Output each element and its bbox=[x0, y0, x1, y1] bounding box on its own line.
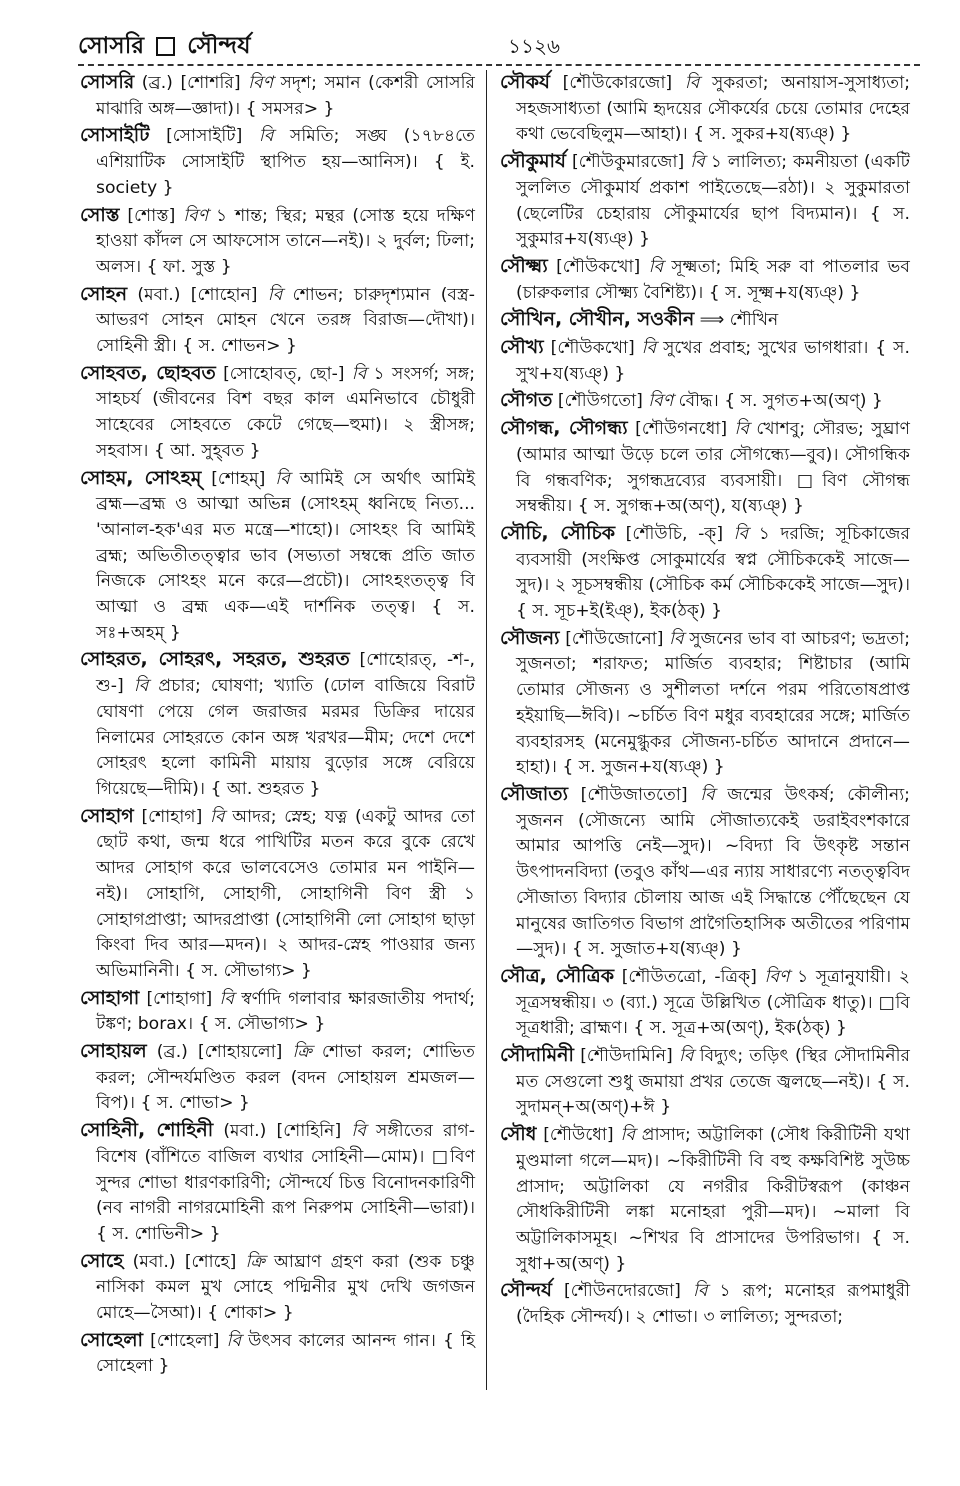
headword: সৌকুমার্য bbox=[500, 150, 566, 173]
part-of-speech: বি bbox=[678, 1046, 694, 1067]
pronunciation: [শৌউকুমারজো] bbox=[566, 152, 691, 173]
definition: ১ সংসর্গ; সঙ্গ; সাহচর্য (জীবনের বিশ বছর কাল এমনিভাবে চৌধুরী সাহেবের সোহবতে কেটে গেছে—হুমা)। ২ স্ত্রীসঙ্গ; সহবাস। { আ. সুহ্‌বত } bbox=[96, 363, 475, 461]
page-number: ১১২৬ bbox=[508, 34, 560, 58]
part-of-speech: বি bbox=[648, 256, 664, 277]
definition: সুখের প্রবাহ; সুখের ভাগধারা। { স. সুখ+য(ষ্যঞ্) } bbox=[516, 338, 910, 384]
dictionary-entry bbox=[80, 1118, 475, 1248]
definition: ১ শান্ত; স্থির; মন্থর (সোস্ত হয়ে দক্ষিণ হাওয়া কাঁদল সে আফসোস তানে—নই)। ২ দুর্বল; ঢিলা; অলস। { ফা. সুস্ত } bbox=[96, 205, 475, 277]
pronunciation: [শৌউদামিনি] bbox=[573, 1046, 679, 1067]
pronunciation: [সোসাইটি] bbox=[149, 126, 259, 147]
definition: ১ দরজি; সূচিকাজের ব্যবসায়ী (সংক্ষিপ্ত সোকুমার্যের স্বপ্ন সৌচিককেই সাজে—সুদ)। ২ সূচসম্বন্ধীয় (সৌচিক কর্ম সৌচিককেই সাজে—সুদ)। { স. সূচ+ই(ইঞ্), ইক(ঠক্) } bbox=[516, 523, 910, 622]
dictionary-entry bbox=[80, 361, 475, 465]
headword: সৌক্ষ্ম্য bbox=[500, 254, 548, 277]
dictionary-entry bbox=[500, 1043, 910, 1121]
header-rule bbox=[78, 64, 920, 66]
headword: সৌদামিনী bbox=[500, 1044, 574, 1067]
headword: সোহবত, ছোহবত bbox=[80, 361, 216, 384]
pronunciation: (মবা.) [শোহোন] bbox=[127, 284, 268, 305]
pronunciation: [শৌউকখো] bbox=[547, 256, 649, 277]
part-of-speech: বি bbox=[275, 468, 290, 489]
header-right-word: সৌন্দর্য bbox=[187, 32, 251, 59]
pronunciation: [শোহেলা] bbox=[143, 1330, 227, 1351]
definition: বৌদ্ধ। { স. সুগত+অ(অণ্) } bbox=[673, 391, 883, 412]
dictionary-entry bbox=[80, 466, 475, 647]
pronunciation: [শৌউগনধো] bbox=[627, 419, 735, 440]
dictionary-entry bbox=[80, 804, 475, 985]
headword: সৌধ bbox=[500, 1123, 537, 1146]
headword: সৌগত bbox=[500, 389, 553, 412]
definition: প্রাসাদ; অট্টালিকা (সৌধ কিরীটিনী যথা মুণ্ডমালা গলে—মদ)। ~কিরীটিনী বি বহু কক্ষবিশিষ্ট সুউচ্চ প্রাসাদ; অট্টালিকা যে নগরীর কিরীটস্বরূপ (কাঞ্চন সৌধকিরীটিনী লঙ্কা মনোহরা পুরী—মদ)। ~মালা বি অট্টালিকাসমূহ। ~শিখর বি প্রাসাদের উপরিভাগ। { স. সুধা+অ(অণ্) } bbox=[516, 1125, 910, 1274]
headword: সোহাগা bbox=[80, 986, 140, 1009]
headword: সোহম, সোঽহম্ bbox=[80, 466, 202, 489]
dictionary-entry bbox=[80, 647, 475, 802]
pronunciation: [শৌউজাততো] bbox=[567, 784, 701, 805]
part-of-speech: বি bbox=[669, 628, 684, 649]
part-of-speech: বি bbox=[351, 1121, 366, 1142]
part-of-speech: বিণ bbox=[764, 966, 790, 987]
part-of-speech: বিণ bbox=[648, 391, 674, 412]
definition: ১ রূপ; মনোহর রূপমাধুরী (দৈহিক সৌন্দর্য)। ২ শোভা। ৩ লালিত্য; সুন্দরতা; bbox=[516, 1281, 911, 1328]
headword: সোসাইটি bbox=[80, 124, 150, 147]
dictionary-entry bbox=[500, 254, 910, 306]
part-of-speech: বি bbox=[133, 676, 149, 697]
dictionary-entry bbox=[80, 203, 475, 281]
part-of-speech: ক্রি bbox=[245, 1251, 265, 1272]
pronunciation: (মবা.) [শোহে] bbox=[123, 1251, 246, 1272]
right-column bbox=[500, 70, 910, 1332]
part-of-speech: বি bbox=[219, 988, 234, 1009]
column-divider bbox=[486, 70, 487, 1390]
pronunciation: [শোহাগ] bbox=[133, 806, 211, 827]
headword: সৌগন্ধ, সৌগন্ধ্য bbox=[500, 417, 628, 440]
definition: সদৃশ; সমান (কেশরী সোসরি মাঝারি অঙ্গ—জ্ঞাদা)। { সমসর> } bbox=[96, 73, 475, 119]
cross-reference-arrow: ⟹ bbox=[694, 310, 730, 331]
definition: ১ সূত্রানুযায়ী। ২ সূত্রসম্বন্ধীয়। ৩ (ব্যা.) সূত্রে উল্লিখিত (সৌত্রিক ধাতু)। □বি সূত্রধারী; ব্রাহ্মণ। { স. সূত্র+অ(অণ্), ইক(ঠক্) } bbox=[516, 966, 910, 1039]
headword: সোহে bbox=[80, 1249, 124, 1272]
definition: শোভন; চারুদৃশ্যমান (বস্ত্র-আভরণ সোহন মোহন খেনে তরঙ্গ বিরাজ—দৌখা)। সোহিনী স্ত্রী। { স. শোভন> } bbox=[96, 284, 475, 357]
definition: সমিতি; সঙ্ঘ (১৭৮৪তে এশিয়াটিক সোসাইটি স্থাপিত হয়—আনিস)। { ই. society } bbox=[96, 126, 475, 198]
part-of-speech: বি bbox=[210, 806, 225, 827]
headword: সৌজাত্য bbox=[500, 782, 568, 805]
part-of-speech: বিণ bbox=[248, 73, 273, 93]
pronunciation: [সোহোবত্, ছো-] bbox=[215, 363, 352, 384]
left-column bbox=[80, 70, 475, 1381]
headword: সোস্ত bbox=[80, 203, 120, 226]
part-of-speech: বি bbox=[700, 784, 715, 805]
definition: খোশবু; সৌরভ; সুঘ্রাণ (আমার আত্মা উড়ে চলে তার সৌগন্ধ্যে—বুব)। সৌগন্ধিক বি গন্ধবণিক; সুগন্ধদ্রব্যের ব্যবসায়ী। □বিণ সৌগন্ধ সম্বন্ধীয়। { স. সুগন্ধ+অ(অণ্), য(ষ্যঞ্) } bbox=[516, 419, 910, 517]
dictionary-entry bbox=[500, 782, 910, 963]
part-of-speech: বি bbox=[267, 284, 283, 305]
pronunciation: (ব্র.) [শোশরি] bbox=[134, 73, 249, 93]
headword: সৌখ্য bbox=[500, 336, 544, 359]
part-of-speech: বি bbox=[733, 523, 749, 544]
dictionary-entry bbox=[80, 1039, 475, 1117]
part-of-speech: বি bbox=[620, 1125, 635, 1146]
headword: সৌন্দর্য bbox=[500, 1279, 552, 1302]
definition: জন্মের উৎকর্ষ; কৌলীন্য; সুজনন (সৌজন্যে আমি সৌজাত্যকেই ডরাইবংশকারে আমার আপত্তি নেই—সুদ)। ~বিদ্যা বি উৎকৃষ্ট সন্তান উৎপাদনবিদ্যা (তবুও কাঁথ—এর ন্যায় সাধারণ্যে নতত্ত্ববিদ সৌজাত্য বিদ্যার চৌলায় আজ এই সিদ্ধান্তে পৌঁছেছেন যে মানুষের জাতিগত বিভাগ প্রাগৈতিহাসিক অতীতের পরিণাম—সুদ)। { স. সুজাত+য(ষ্যঞ্) } bbox=[516, 784, 910, 960]
dictionary-entry bbox=[80, 1249, 475, 1327]
pronunciation: [শোহোরত্, -শ-, শু-] bbox=[96, 650, 475, 697]
definition: প্রচার; ঘোষণা; খ্যাতি (ঢোল বাজিয়ে বিরাট ঘোষণা পেয়ে গেল জরাজর মরমর ডিক্রির দায়ের নিলামের সোহরতে কোন অঙ্গ খরখর—মীম; দেশে দেশে সোহরৎ হলো কামিনী মায়ায় বুড়োর সঙ্গে বেরিয়ে গিয়েছে—দীমি)। { আ. শুহরত } bbox=[96, 676, 475, 799]
headword: সৌজন্য bbox=[500, 626, 560, 649]
pronunciation: (ব্র.) [শোহায়লো] bbox=[146, 1042, 293, 1063]
dictionary-entry bbox=[80, 1328, 475, 1380]
definition: সুকরতা; অনায়াস-সুসাধ্যতা; সহজসাধ্যতা (আমি হৃদয়ের সৌকর্যের চেয়ে তোমার দেহের কথা ভেবেছিলুম—আহা)। { স. সুকর+য(ষ্যঞ্) } bbox=[516, 73, 910, 145]
definition: শোভা করল; শোভিত করল; সৌন্দর্যমণ্ডিত করল (বদন সোহায়ল শ্রমজল—বিপ)। { স. শোভা> } bbox=[96, 1042, 475, 1114]
pronunciation: [শৌউগতো] bbox=[552, 391, 649, 412]
dictionary-entry bbox=[500, 1122, 910, 1277]
definition: স্বর্ণাদি গলাবার ক্ষারজাতীয় পদার্থ; টঙ্কণ; borax। { স. সৌভাগ্য> } bbox=[96, 988, 475, 1035]
pronunciation: [শৌউধো] bbox=[536, 1125, 621, 1146]
part-of-speech: বি bbox=[734, 419, 749, 440]
definition: ১ লালিত্য; কমনীয়তা (একটি সুললিত সৌকুমার্য প্রকাশ পাইতেছে—রঠা)। ২ সুকুমারতা (ছেলেটির চেহারায় সৌকুমার্যের ছাপ বিদ্যমান)। { স. সুকুমার+য(ষ্যঞ্) } bbox=[516, 152, 910, 250]
definition: সঙ্গীতের রাগ-বিশেষ (বাঁশিতে বাজিল ব্যথার সোহিনী—মোম)। □বিণ সুন্দর শোভা ধারণকারিণী; সৌন্দর্যে চিত্ত বিনোদনকারিণী (নব নাগরী নাগরমোহিনী রূপ নিরুপম সোহিনী—ভারা)। { স. শোভিনী> } bbox=[96, 1121, 475, 1244]
pronunciation: [শৌউতত্রো, -ত্রিক্] bbox=[614, 966, 765, 987]
dictionary-entry bbox=[500, 521, 910, 625]
dictionary-entry bbox=[500, 307, 910, 334]
pronunciation: [শোস্ত] bbox=[119, 205, 184, 226]
headword: সৌখিন, সৌখীন, সওকীন bbox=[500, 308, 695, 331]
definition: আদর; স্নেহ; যত্ন (একটু আদর তো ছোট কথা, জন্ম ধরে পাখিটির মতন করে বুকে রেখে আদর সোহাগ করে ভালবেসেও তোমার মন পাইনি—নই)। সোহাগি, সোহাগী, সোহাগিনী বিণ স্ত্রী ১ সোহাগপ্রাপ্তা; আদরপ্রাপ্তা (সোহাগিনী লো সোহাগ ছাড়া কিংবা দিব আর—মদন)। ২ আদর-স্নেহ পাওয়ার জন্য অভিমানিনী। { স. সৌভাগ্য> } bbox=[96, 806, 475, 981]
headword: সোহিনী, শোহিনী bbox=[80, 1119, 214, 1142]
part-of-speech: বি bbox=[684, 73, 700, 93]
dictionary-entry bbox=[500, 149, 910, 253]
part-of-speech: বি bbox=[351, 363, 367, 384]
dictionary-entry bbox=[500, 388, 910, 415]
dictionary-entry bbox=[80, 986, 475, 1038]
headword: সৌচি, সৌচিক bbox=[500, 521, 616, 544]
headword: সোহেলা bbox=[80, 1328, 144, 1351]
dictionary-entry bbox=[500, 70, 910, 148]
dictionary-entry bbox=[80, 282, 475, 360]
part-of-speech: বিণ bbox=[183, 205, 209, 226]
running-header bbox=[78, 28, 920, 64]
dictionary-entry bbox=[500, 626, 910, 781]
headword: সোহরত, সোহরৎ, সহরত, শুহরত bbox=[80, 648, 350, 671]
part-of-speech: বি bbox=[641, 338, 657, 359]
pronunciation: (মবা.) [শোহিনি] bbox=[213, 1121, 352, 1142]
headword: সৌকর্য bbox=[500, 71, 550, 93]
headword: সোহাগ bbox=[80, 804, 134, 827]
definition: সুজনের ভাব বা আচরণ; ভদ্রতা; সুজনতা; শরাফত; মার্জিত ব্যবহার; শিষ্টাচার (আমি তোমার সৌজন্য ও সুশীলতা দর্শনে পরম পরিতোষপ্রাপ্ত হইয়াছি—ঈবি)। ~চর্চিত বিণ মধুর ব্যবহারের সঙ্গে; মার্জিত ব্যবহারসহ (মনেমুগ্ধুকর সৌজন্য-চর্চিত আদানে প্রদানে—হাহা)। { স. সুজন+য(ষ্যঞ্) } bbox=[516, 628, 911, 778]
dictionary-entry bbox=[80, 70, 475, 122]
dictionary-entry bbox=[80, 123, 475, 201]
headword: সৌত্র, সৌত্রিক bbox=[500, 964, 615, 987]
dictionary-entry bbox=[500, 1278, 910, 1330]
pronunciation: [শৌউনদোরজো] bbox=[551, 1281, 693, 1302]
headword: সোহন bbox=[80, 282, 128, 305]
definition: উৎসব কালের আনন্দ গান। { হি সোহেলা } bbox=[96, 1330, 475, 1377]
part-of-speech: বি bbox=[258, 126, 274, 147]
part-of-speech: বি bbox=[226, 1330, 242, 1351]
pronunciation: [শৌউজোনো] bbox=[559, 628, 670, 649]
headword: সোসরি bbox=[80, 71, 135, 93]
definition: আঘ্রাণ গ্রহণ করা (শুক চঞ্চু নাসিকা কমল মুখ সোহে পদ্মিনীর মুখ দেখি জগজন মোহে—সৈআ)। { শোকা> } bbox=[96, 1251, 475, 1324]
dictionary-entry bbox=[500, 416, 910, 520]
square-separator-icon bbox=[156, 37, 175, 56]
pronunciation: [শোহাগা] bbox=[139, 988, 220, 1009]
definition: বিদ্যুৎ; তড়িৎ (স্থির সৌদামিনীর মত সেগুলো শুধু জমায়া প্রখর তেজে জ্বলছে—নই)। { স. সুদামন্+অ(অণ্)+ঈ } bbox=[516, 1046, 910, 1118]
header-left-word: সোসরি bbox=[78, 32, 145, 59]
pronunciation: [শৌউচি, -ক্] bbox=[615, 523, 734, 544]
definition: আমিই সে অর্থাৎ আমিই ব্রহ্ম—ব্রহ্ম ও আত্মা অভিন্ন (সোঽহম্ ধ্বনিছে নিত্য... 'আনাল-হক'এর মত মন্ত্রে—শাহো)। সোঽহং বি আমিই ব্রহ্ম; অভিতীতত্ত্বার ভাব (সভ্যতা সম্বন্ধে প্রতি জাত নিজকে সোঽহং মনে করে—প্রচৌ)। সোঽহংতত্ত্ব বি আত্মা ও ব্রহ্ম এক—এই দার্শনিক তত্ত্ব। { স. সঃ+অহম্ } bbox=[96, 468, 476, 643]
part-of-speech: ক্রি bbox=[292, 1042, 312, 1063]
definition: শৌখিন bbox=[729, 310, 779, 331]
part-of-speech: বি bbox=[690, 152, 705, 173]
definition: সূক্ষ্মতা; মিহি সরু বা পাতলার ভব (চারুকলার সৌক্ষ্ম্য বৈশিষ্ট্য)। { স. সূক্ষ্ম+য(ষ্যঞ্) } bbox=[516, 256, 910, 303]
headword: সোহায়ল bbox=[80, 1040, 147, 1063]
pronunciation: [শৌউকোরজো] bbox=[549, 73, 685, 93]
dictionary-entry bbox=[500, 964, 910, 1042]
pronunciation: [শৌউকখো] bbox=[543, 338, 642, 359]
dictionary-entry bbox=[500, 335, 910, 387]
part-of-speech: বি bbox=[692, 1281, 708, 1302]
pronunciation: [শোহম্] bbox=[201, 468, 276, 489]
